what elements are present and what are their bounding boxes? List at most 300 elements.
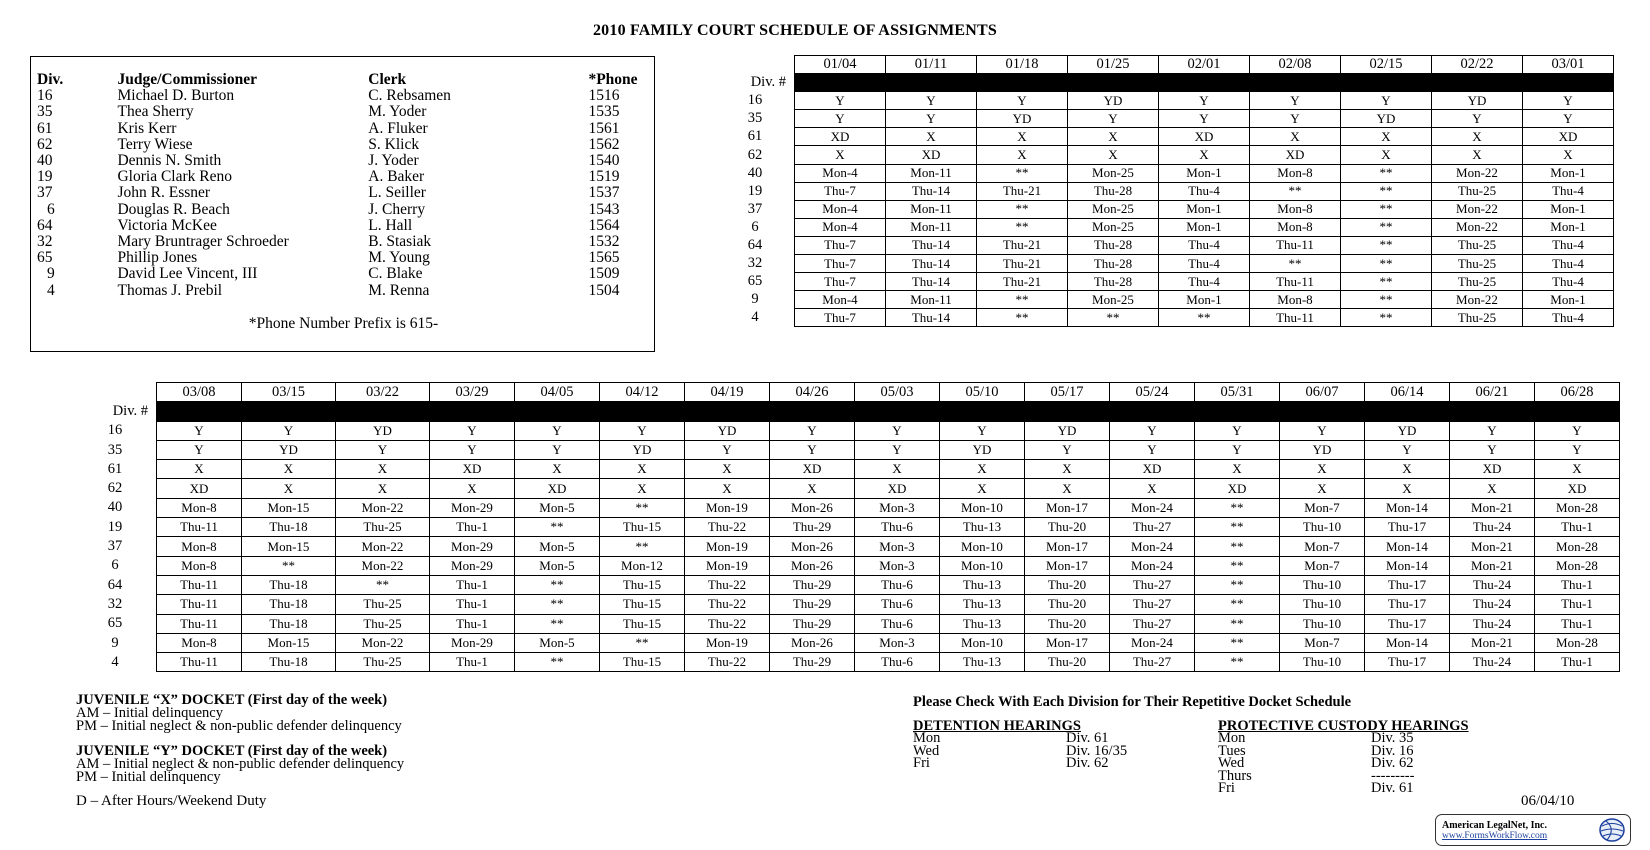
page-title: 2010 FAMILY COURT SCHEDULE OF ASSIGNMENTS: [592, 22, 997, 39]
week-date: 04/12: [600, 383, 685, 402]
legend-y-am: AM – Initial neglect & non-public defender delinquency: [76, 756, 405, 772]
assignment-cell: Thu-6: [855, 575, 940, 594]
judge-row: [35, 234, 654, 250]
assignment-cell: Thu-18: [242, 518, 336, 537]
assignment-cell: YD: [685, 421, 770, 440]
assignment-cell: Thu-28: [1068, 182, 1159, 200]
assignment-cell: Thu-10: [1280, 575, 1365, 594]
assignment-cell: Mon-25: [1068, 291, 1159, 309]
week-date: 01/04: [795, 56, 886, 74]
assignment-cell: Y: [1195, 421, 1280, 440]
assignment-cell: Thu-25: [1432, 255, 1523, 273]
week-date: 04/19: [685, 383, 770, 402]
assignment-cell: Thu-1: [1535, 575, 1620, 594]
phone-extension: 1519: [588, 168, 620, 186]
assignment-cell: Y: [795, 110, 886, 128]
judge-div: 9: [47, 265, 55, 283]
detention-hearings-title: DETENTION HEARINGS: [913, 718, 1081, 734]
hearing-division: Div. 61: [1371, 780, 1414, 797]
week-date: 04/05: [515, 383, 600, 402]
phone-extension: 1540: [588, 152, 620, 170]
assignment-cell: Thu-4: [1159, 236, 1250, 254]
repetitive-docket-note: Please Check With Each Division for Their Repetitive Docket Schedule: [913, 694, 1352, 710]
week-date: 06/21: [1450, 383, 1535, 402]
legend-x-pm: PM – Initial neglect & non-public defender delinquency: [76, 718, 402, 734]
assignment-cell: YD: [336, 421, 430, 440]
logo-company-name: American LegalNet, Inc.: [1442, 820, 1547, 831]
assignment-cell: Thu-11: [157, 575, 242, 594]
header-spacer: [74, 383, 157, 402]
assignment-cell: Mon-8: [1250, 164, 1341, 182]
black-bar-cell: [770, 402, 855, 421]
assignment-cell: X: [1025, 479, 1110, 498]
assignment-cell: Thu-1: [1535, 653, 1620, 672]
assignment-cell: Thu-15: [600, 614, 685, 633]
judge-name: Terry Wiese: [117, 135, 193, 153]
assignment-cell: X: [977, 146, 1068, 164]
hearing-day: Thurs: [1218, 767, 1252, 784]
assignment-cell: YD: [242, 440, 336, 459]
schedule-row: [74, 653, 1620, 672]
legend-y-pm: PM – Initial delinquency: [76, 769, 221, 785]
assignment-cell: Y: [855, 440, 940, 459]
assignment-cell: Thu-25: [1432, 273, 1523, 291]
assignment-cell: Mon-10: [940, 556, 1025, 575]
assignment-cell: **: [1250, 182, 1341, 200]
assignment-cell: XD: [515, 479, 600, 498]
assignment-cell: Thu-21: [977, 182, 1068, 200]
assignment-cell: Mon-24: [1110, 633, 1195, 652]
assignment-cell: Thu-24: [1450, 575, 1535, 594]
assignment-cell: Mon-8: [1250, 200, 1341, 218]
judge-row: [35, 169, 654, 185]
legend-x-docket-title: JUVENILE “X” DOCKET (First day of the week): [76, 692, 388, 708]
assignment-cell: Y: [685, 440, 770, 459]
assignment-cell: X: [1432, 128, 1523, 146]
assignment-cell: Y: [1110, 421, 1195, 440]
black-bar-cell: [1250, 74, 1341, 92]
row-div-number: 64: [107, 576, 123, 593]
schedule-row: [74, 498, 1620, 517]
hearing-day: Mon: [913, 730, 941, 746]
assignment-cell: Thu-25: [1432, 309, 1523, 327]
assignment-cell: Mon-22: [336, 537, 430, 556]
assignment-cell: Y: [242, 421, 336, 440]
schedule-row: [716, 255, 1614, 273]
schedule-row: [716, 309, 1614, 327]
assignment-cell: X: [1341, 128, 1432, 146]
row-div-number: 37: [107, 538, 123, 555]
assignment-cell: **: [515, 518, 600, 537]
assignment-cell: Mon-3: [855, 537, 940, 556]
assignment-cell: Mon-28: [1535, 633, 1620, 652]
row-div-number: 35: [107, 441, 123, 458]
judge-div: 64: [37, 216, 53, 234]
week-date: 01/18: [977, 56, 1068, 74]
assignment-cell: Mon-8: [1250, 218, 1341, 236]
assignment-cell: X: [1025, 460, 1110, 479]
judge-row: [35, 266, 654, 282]
assignment-cell: Thu-1: [1535, 595, 1620, 614]
assignment-cell: X: [1341, 146, 1432, 164]
assignment-cell: Thu-14: [886, 255, 977, 273]
assignment-cell: Mon-17: [1025, 498, 1110, 517]
assignment-cell: Thu-22: [685, 614, 770, 633]
judge-name: David Lee Vincent, III: [117, 265, 258, 283]
black-bar-cell: [430, 402, 515, 421]
week-date: 01/11: [886, 56, 977, 74]
assignment-cell: Thu-7: [795, 255, 886, 273]
assignment-cell: Thu-10: [1280, 653, 1365, 672]
black-bar-cell: [1365, 402, 1450, 421]
phone-extension: 1543: [588, 200, 620, 218]
header-clerk: Clerk: [368, 71, 407, 88]
assignment-cell: XD: [1250, 146, 1341, 164]
assignment-cell: X: [1280, 460, 1365, 479]
week-date: 01/25: [1068, 56, 1159, 74]
phone-extension: 1565: [588, 249, 620, 267]
judge-row: [35, 153, 654, 169]
assignment-cell: Thu-11: [1250, 236, 1341, 254]
assignment-cell: Thu-6: [855, 653, 940, 672]
assignment-cell: Thu-17: [1365, 614, 1450, 633]
phone-extension: 1561: [588, 119, 620, 137]
assignment-cell: Thu-13: [940, 575, 1025, 594]
assignment-cell: Mon-21: [1450, 633, 1535, 652]
black-bar-cell: [886, 74, 977, 92]
week-date: 05/17: [1025, 383, 1110, 402]
assignment-cell: Mon-17: [1025, 556, 1110, 575]
schedule-row: [74, 440, 1620, 459]
assignment-cell: Mon-7: [1280, 633, 1365, 652]
assignment-cell: Y: [940, 421, 1025, 440]
assignment-cell: Thu-20: [1025, 653, 1110, 672]
div-label-bar: [74, 402, 1620, 421]
judge-div: 32: [37, 233, 53, 251]
week-date: 05/24: [1110, 383, 1195, 402]
assignment-cell: XD: [1110, 460, 1195, 479]
assignment-cell: Mon-17: [1025, 537, 1110, 556]
week-date: 02/08: [1250, 56, 1341, 74]
assignment-cell: Mon-28: [1535, 556, 1620, 575]
assignment-cell: Mon-28: [1535, 498, 1620, 517]
assignment-cell: Y: [600, 421, 685, 440]
assignment-cell: Thu-1: [430, 595, 515, 614]
assignment-cell: Mon-1: [1159, 164, 1250, 182]
assignment-cell: Thu-24: [1450, 595, 1535, 614]
row-div-number: 19: [107, 518, 123, 535]
assignment-cell: Mon-29: [430, 556, 515, 575]
black-bar-cell: [1280, 402, 1365, 421]
week-date: 03/08: [157, 383, 242, 402]
row-div-number: 6: [751, 218, 759, 235]
assignment-cell: Mon-26: [770, 498, 855, 517]
hearing-division: Div. 16/35: [1066, 742, 1128, 759]
assignment-cell: **: [1341, 164, 1432, 182]
assignment-cell: Thu-4: [1523, 182, 1614, 200]
assignment-cell: Thu-29: [770, 653, 855, 672]
row-div-number: 61: [747, 128, 763, 145]
assignment-cell: Mon-22: [336, 498, 430, 517]
judge-name: Gloria Clark Reno: [117, 168, 232, 186]
assignment-cell: XD: [1159, 128, 1250, 146]
assignment-cell: Thu-27: [1110, 653, 1195, 672]
assignment-cell: Mon-11: [886, 291, 977, 309]
assignment-cell: Mon-3: [855, 498, 940, 517]
hearing-day: Mon: [1218, 730, 1246, 746]
assignment-cell: YD: [1432, 92, 1523, 110]
assignment-cell: Thu-27: [1110, 595, 1195, 614]
assignment-cell: X: [940, 479, 1025, 498]
phone-extension: 1564: [588, 216, 620, 234]
row-div-number: 9: [111, 634, 119, 651]
judge-div: 37: [37, 184, 53, 202]
assignment-cell: Y: [336, 440, 430, 459]
assignment-cell: Mon-3: [855, 633, 940, 652]
assignment-cell: Mon-1: [1159, 200, 1250, 218]
assignment-cell: Thu-14: [886, 236, 977, 254]
assignment-cell: X: [977, 128, 1068, 146]
assignment-cell: YD: [977, 110, 1068, 128]
assignment-cell: Thu-17: [1365, 653, 1450, 672]
judge-directory-box: [30, 56, 655, 352]
black-bar-cell: [515, 402, 600, 421]
legend-x-am: AM – Initial delinquency: [76, 705, 223, 721]
assignment-cell: Y: [886, 110, 977, 128]
assignment-cell: Mon-24: [1110, 498, 1195, 517]
assignment-cell: X: [886, 128, 977, 146]
judge-row: [35, 185, 654, 201]
assignment-cell: Y: [157, 440, 242, 459]
assignment-cell: X: [600, 460, 685, 479]
logo-website-link[interactable]: www.FormsWorkFlow.com: [1442, 831, 1548, 841]
assignment-cell: Thu-25: [1432, 236, 1523, 254]
week-date: 06/14: [1365, 383, 1450, 402]
clerk-name: A. Baker: [368, 168, 425, 186]
assignment-cell: Thu-22: [685, 575, 770, 594]
black-bar-cell: [977, 74, 1068, 92]
assignment-cell: Mon-14: [1365, 537, 1450, 556]
assignment-cell: Thu-20: [1025, 595, 1110, 614]
week-date: 06/28: [1535, 383, 1620, 402]
assignment-cell: Thu-24: [1450, 614, 1535, 633]
assignment-cell: **: [600, 498, 685, 517]
protective-custody-title: PROTECTIVE CUSTODY HEARINGS: [1218, 718, 1469, 734]
assignment-cell: Y: [1535, 440, 1620, 459]
assignment-cell: Y: [1110, 440, 1195, 459]
assignment-cell: Y: [1523, 110, 1614, 128]
assignment-cell: Thu-29: [770, 614, 855, 633]
assignment-cell: Mon-10: [940, 498, 1025, 517]
assignment-cell: Thu-18: [242, 595, 336, 614]
assignment-cell: XD: [886, 146, 977, 164]
assignment-cell: Y: [886, 92, 977, 110]
assignment-cell: X: [1365, 479, 1450, 498]
clerk-name: L. Hall: [368, 216, 413, 234]
document-date: 06/04/10: [1521, 793, 1575, 809]
assignment-cell: Mon-19: [685, 537, 770, 556]
assignment-cell: Thu-14: [886, 309, 977, 327]
assignment-cell: Y: [430, 440, 515, 459]
assignment-cell: Thu-20: [1025, 614, 1110, 633]
assignment-cell: Mon-8: [157, 633, 242, 652]
assignment-cell: **: [515, 614, 600, 633]
phone-extension: 1537: [588, 184, 620, 202]
assignment-cell: Mon-21: [1450, 498, 1535, 517]
week-date: 06/07: [1280, 383, 1365, 402]
assignment-cell: **: [1341, 273, 1432, 291]
hearing-day: Fri: [1218, 780, 1235, 797]
row-div-number: 40: [107, 499, 123, 516]
assignment-cell: Y: [1365, 440, 1450, 459]
judge-name: Mary Bruntrager Schroeder: [117, 233, 289, 251]
assignment-cell: XD: [157, 479, 242, 498]
assignment-cell: Thu-4: [1523, 273, 1614, 291]
clerk-name: B. Stasiak: [368, 233, 432, 251]
assignment-cell: YD: [600, 440, 685, 459]
schedule-row: [74, 556, 1620, 575]
assignment-cell: Thu-15: [600, 653, 685, 672]
phone-extension: 1516: [588, 87, 620, 105]
hearing-day: Wed: [913, 742, 940, 759]
black-bar-cell: [336, 402, 430, 421]
black-bar-cell: [1535, 402, 1620, 421]
assignment-cell: XD: [1450, 460, 1535, 479]
assignment-cell: Thu-4: [1159, 255, 1250, 273]
assignment-cell: Y: [1250, 92, 1341, 110]
judge-div: 16: [37, 87, 53, 105]
assignment-cell: Mon-8: [157, 556, 242, 575]
clerk-name: M. Yoder: [368, 103, 427, 121]
row-div-number: 19: [747, 182, 763, 199]
assignment-cell: **: [1195, 498, 1280, 517]
assignment-cell: Thu-1: [430, 614, 515, 633]
schedule-row: [74, 460, 1620, 479]
black-bar-cell: [600, 402, 685, 421]
assignment-cell: **: [1341, 309, 1432, 327]
assignment-cell: Y: [1025, 440, 1110, 459]
black-bar-cell: [1450, 402, 1535, 421]
assignment-cell: Thu-11: [157, 653, 242, 672]
week-date: 03/22: [336, 383, 430, 402]
judge-row: [35, 104, 654, 120]
judge-name: Douglas R. Beach: [117, 200, 230, 218]
assignment-cell: **: [1195, 556, 1280, 575]
assignment-cell: Thu-11: [157, 614, 242, 633]
assignment-cell: Thu-29: [770, 575, 855, 594]
assignment-cell: Thu-15: [600, 595, 685, 614]
row-div-number: 4: [111, 653, 119, 670]
header-spacer: [716, 56, 795, 74]
judge-name: Victoria McKee: [117, 216, 217, 234]
assignment-cell: Thu-1: [430, 575, 515, 594]
assignment-cell: Thu-25: [336, 595, 430, 614]
judge-row: [35, 137, 654, 153]
assignment-cell: Mon-14: [1365, 556, 1450, 575]
assignment-cell: Mon-22: [336, 633, 430, 652]
row-div-number: 40: [747, 164, 763, 181]
phone-extension: 1504: [588, 281, 620, 299]
judge-div: 35: [37, 103, 53, 121]
assignment-cell: Thu-1: [1535, 614, 1620, 633]
assignment-cell: YD: [1068, 92, 1159, 110]
assignment-cell: Mon-1: [1159, 218, 1250, 236]
black-bar-cell: [1341, 74, 1432, 92]
assignment-cell: Mon-5: [515, 633, 600, 652]
assignment-cell: Thu-13: [940, 518, 1025, 537]
assignment-cell: Mon-28: [1535, 537, 1620, 556]
assignment-cell: Y: [1195, 440, 1280, 459]
assignment-cell: Thu-13: [940, 614, 1025, 633]
assignment-cell: Thu-10: [1280, 595, 1365, 614]
american-legalnet-logo: [1435, 814, 1631, 846]
assignment-cell: X: [1068, 128, 1159, 146]
week-date: 02/01: [1159, 56, 1250, 74]
assignment-cell: Thu-4: [1159, 273, 1250, 291]
assignment-cell: Mon-19: [685, 556, 770, 575]
assignment-cell: Mon-19: [685, 498, 770, 517]
assignment-cell: XD: [1523, 128, 1614, 146]
assignment-cell: Y: [1159, 110, 1250, 128]
assignment-cell: Mon-4: [795, 200, 886, 218]
assignment-cell: YD: [1025, 421, 1110, 440]
phone-extension: 1532: [588, 233, 620, 251]
assignment-cell: **: [977, 218, 1068, 236]
assignment-cell: **: [1195, 595, 1280, 614]
assignment-cell: Y: [855, 421, 940, 440]
assignment-cell: Y: [1250, 110, 1341, 128]
black-bar-cell: [157, 402, 242, 421]
schedule-grid-mar-jun: [74, 382, 1620, 672]
div-number-label: Div. #: [112, 402, 148, 419]
assignment-cell: XD: [855, 479, 940, 498]
assignment-cell: Y: [1450, 421, 1535, 440]
assignment-cell: Thu-4: [1159, 182, 1250, 200]
assignment-cell: X: [1110, 479, 1195, 498]
judge-div: 6: [47, 200, 55, 218]
assignment-cell: X: [1365, 460, 1450, 479]
hearing-division: Div. 35: [1371, 730, 1414, 746]
row-div-number: 62: [747, 146, 763, 163]
assignment-cell: **: [242, 556, 336, 575]
assignment-cell: X: [157, 460, 242, 479]
assignment-cell: Mon-1: [1523, 200, 1614, 218]
assignment-cell: Mon-8: [157, 498, 242, 517]
assignment-cell: Mon-15: [242, 498, 336, 517]
week-date: 05/03: [855, 383, 940, 402]
row-div-number: 16: [747, 92, 763, 109]
assignment-cell: X: [940, 460, 1025, 479]
assignment-cell: **: [1068, 309, 1159, 327]
assignment-cell: Mon-4: [795, 164, 886, 182]
assignment-cell: Thu-7: [795, 236, 886, 254]
header-div: Div.: [37, 71, 64, 88]
assignment-cell: Y: [1280, 421, 1365, 440]
black-bar-cell: [795, 74, 886, 92]
assignment-cell: X: [1432, 146, 1523, 164]
row-div-number: 37: [747, 200, 763, 217]
assignment-cell: Thu-24: [1450, 518, 1535, 537]
assignment-cell: Thu-4: [1523, 255, 1614, 273]
hearing-division: Div. 62: [1066, 755, 1109, 772]
assignment-cell: Y: [795, 92, 886, 110]
assignment-cell: Mon-29: [430, 498, 515, 517]
assignment-cell: X: [600, 479, 685, 498]
schedule-row: [716, 110, 1614, 128]
assignment-cell: Mon-22: [1432, 164, 1523, 182]
assignment-cell: Thu-1: [1535, 518, 1620, 537]
assignment-cell: Mon-4: [795, 291, 886, 309]
